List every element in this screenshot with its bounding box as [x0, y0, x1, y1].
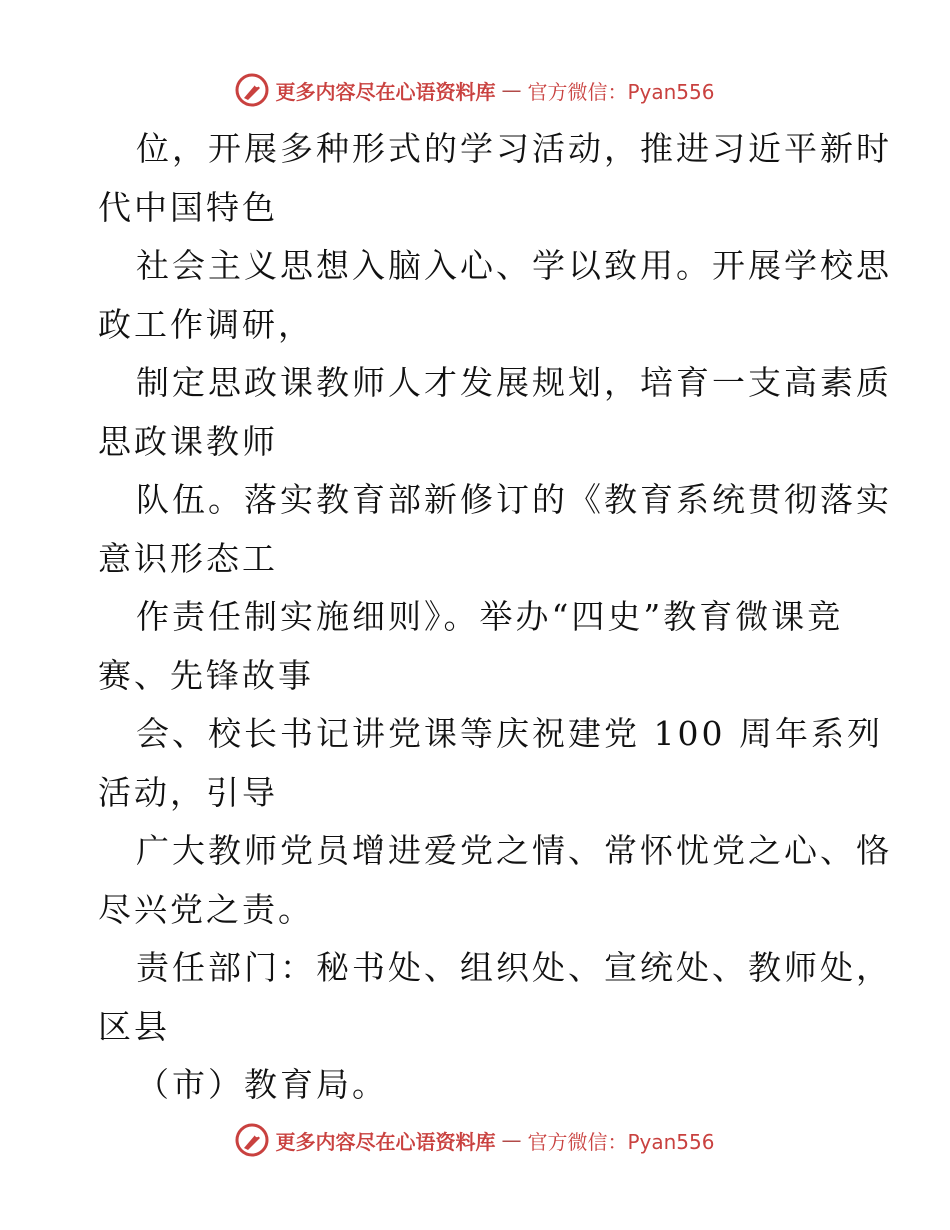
- text-line: 队伍。落实教育部新修订的《教育系统贯彻落实: [136, 480, 892, 519]
- text-line: 责任部门：秘书处、组织处、宣统处、教师处，: [136, 948, 892, 987]
- text-line: 意识形态工: [98, 538, 278, 578]
- watermark-brand: 更多内容尽在心语资料库: [275, 79, 496, 104]
- text-line: 赛、先锋故事: [98, 655, 314, 695]
- watermark-separator: —: [501, 78, 522, 102]
- text-line: 位，开展多种形式的学习活动，推进习近平新时: [136, 129, 892, 168]
- text-line: 社会主义思想入脑入心、学以致用。开展学校思: [136, 246, 892, 285]
- watermark-brand: 更多内容尽在心语资料库: [275, 1129, 496, 1154]
- text-line: 代中国特色: [98, 187, 278, 227]
- text-line: 区县: [98, 1006, 170, 1046]
- text-line: 制定思政课教师人才发展规划，培育一支高素质: [136, 363, 892, 402]
- watermark-wechat: 官方微信：Pyan556: [527, 1129, 715, 1154]
- text-line: 作责任制实施细则》。举办“四史”教育微课竞: [136, 597, 844, 636]
- text-line: 思政课教师: [98, 421, 278, 461]
- text-line: 政工作调研，: [98, 304, 314, 344]
- watermark-wechat: 官方微信：Pyan556: [527, 79, 715, 104]
- document-body: [98, 120, 892, 1115]
- footer-watermark: [0, 1120, 950, 1160]
- text-line: 尽兴党之责。: [98, 889, 314, 929]
- text-line: 广大教师党员增进爱党之情、常怀忧党之心、恪: [136, 831, 892, 870]
- pen-nib-logo-icon: [235, 1123, 269, 1157]
- watermark-separator: —: [501, 1128, 522, 1152]
- text-line: （市）教育局。: [136, 1065, 388, 1104]
- text-line: 活动，引导: [98, 772, 278, 812]
- header-watermark: [0, 70, 950, 110]
- text-line: 会、校长书记讲党课等庆祝建党 100 周年系列: [136, 714, 883, 753]
- pen-nib-logo-icon: [235, 73, 269, 107]
